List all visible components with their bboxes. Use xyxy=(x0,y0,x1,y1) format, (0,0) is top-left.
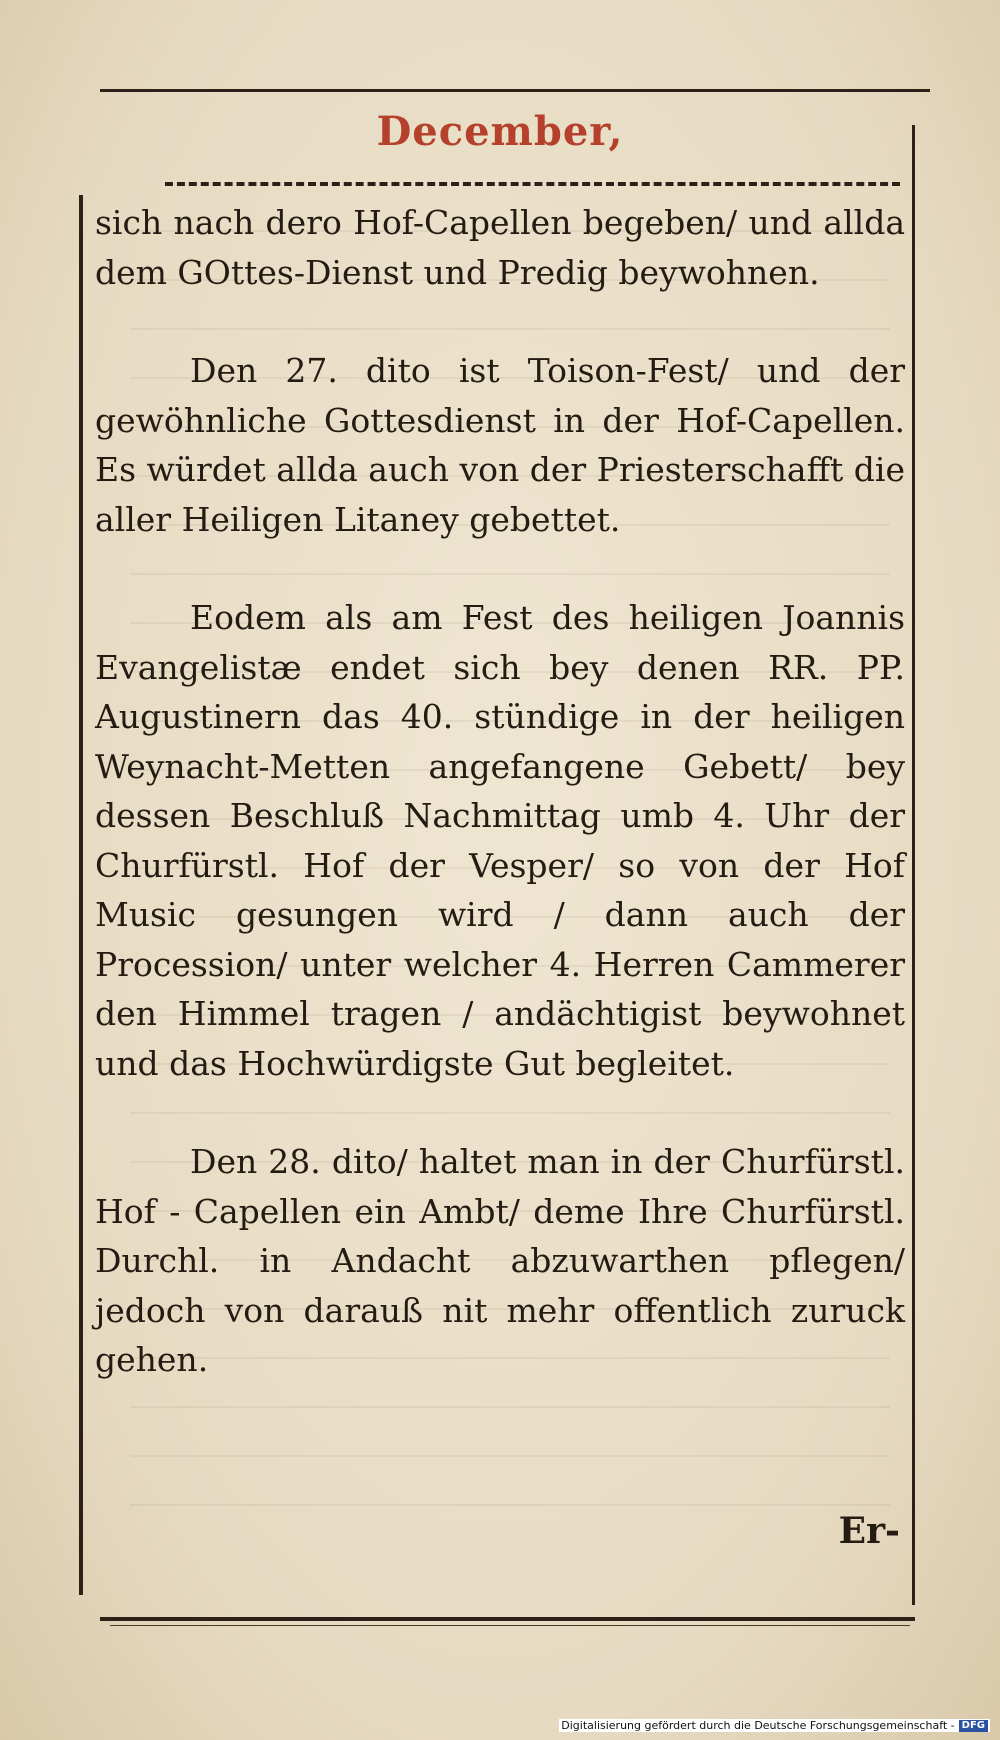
right-frame-line xyxy=(912,125,915,1605)
top-rule xyxy=(100,89,930,92)
paragraph-eodem: Eodem als am Fest des heiligen Joannis Evangelistæ endet sich bey denen RR. PP. Augustinern das 40. stündige in der heiligen Weynacht-Metten angefangene Gebett/ bey dessen Beschluß Nachmittag umb 4. Uhr der Churfürstl. Hof der Vesper/ so von der Hof Music gesungen wird / dann auch der Procession/ unter welcher 4. Herren Cammerer den Himmel tragen / andächtigist beywohnet und das Hochwürdigste Gut begleitet. xyxy=(95,598,905,1083)
paragraph-28: Den 28. dito/ haltet man in der Churfürstl. Hof - Capellen ein Ambt/ deme Ihre Churfürstl. Durchl. in Andacht abzuwarthen pflegen/ jedoch von darauß nit mehr offentlich zuruck gehen. xyxy=(95,1142,905,1379)
catchword: Er- xyxy=(838,1510,900,1552)
paragraph-27: Den 27. dito ist Toison-Fest/ und der gewöhnliche Gottesdienst in der Hof-Capellen. Es würdet allda auch von der Priesterschafft die aller Heiligen Litaney gebettet. xyxy=(95,351,905,539)
body-text xyxy=(95,198,905,1385)
digitization-footer xyxy=(559,1719,990,1732)
left-frame-line xyxy=(79,195,83,1595)
footer-text: Digitalisierung gefördert durch die Deutsche Forschungsgemeinschaft - xyxy=(561,1719,955,1732)
month-heading: December, xyxy=(376,108,624,155)
dfg-logo-icon: DFG xyxy=(959,1720,988,1732)
paragraph-continuation: sich nach dero Hof-Capellen begeben/ und allda dem GOttes-Dienst und Predig beywohnen. xyxy=(95,203,905,292)
heading-rule xyxy=(165,182,900,186)
bottom-thin-rule xyxy=(110,1625,910,1626)
bottom-rule xyxy=(100,1617,915,1621)
